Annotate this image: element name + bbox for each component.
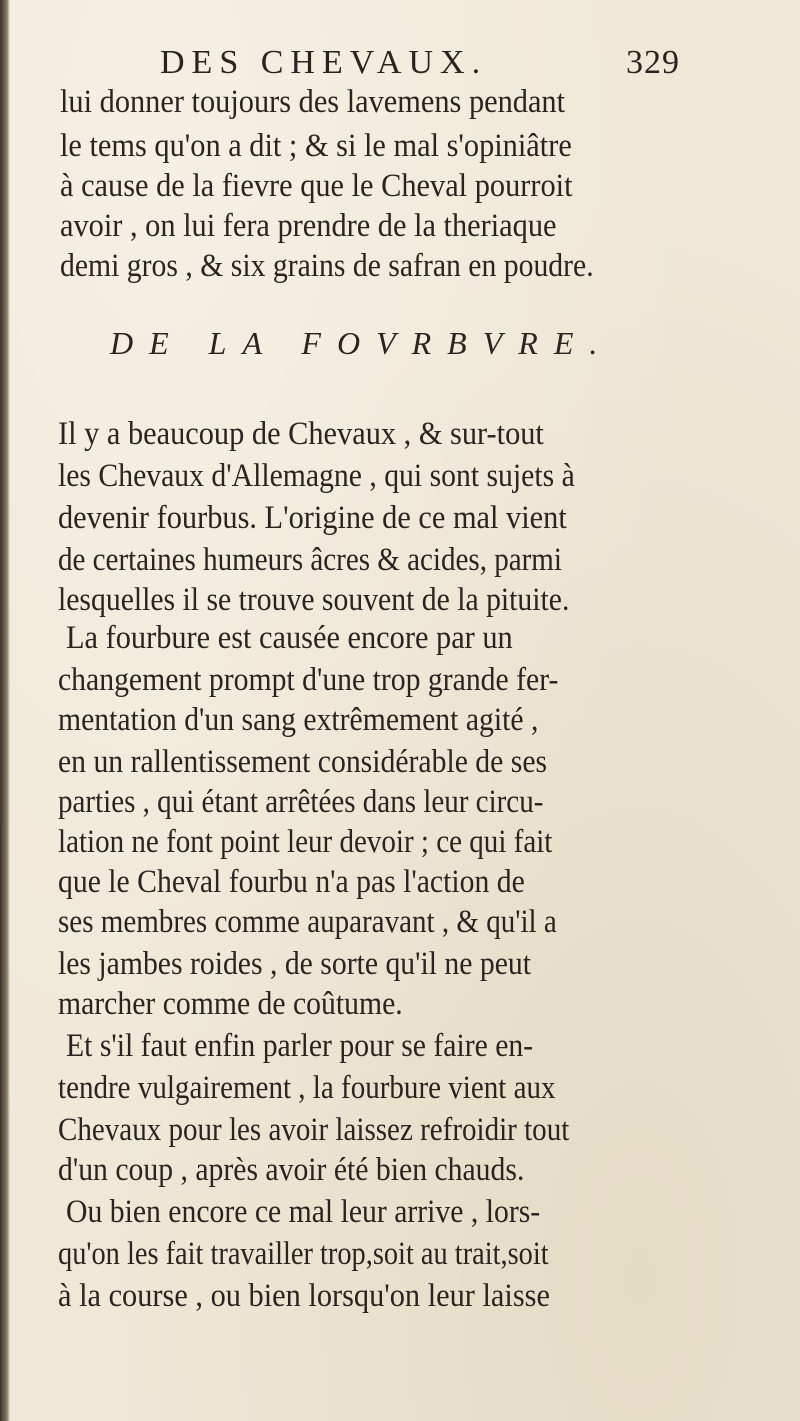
text-line: avoir , on lui fera prendre de la theriaque [60,208,557,244]
text-line: lesquelles il se trouve souvent de la pituite. [58,582,570,618]
text-line: Il y a beaucoup de Chevaux , & sur-tout [58,416,544,452]
text-line: qu'on les fait travailler trop,soit au trait,soit [58,1236,549,1272]
text-line: marcher comme de coûtume. [58,986,403,1022]
page-gutter-shadow [0,0,10,1421]
text-line: d'un coup , après avoir été bien chauds. [58,1152,525,1188]
text-line: à cause de la fievre que le Cheval pourroit [60,168,573,204]
text-line: à la course , ou bien lorsqu'on leur laisse [58,1278,550,1314]
text-line: Ou bien encore ce mal leur arrive , lors- [66,1194,541,1230]
text-line: que le Cheval fourbu n'a pas l'action de [58,864,525,900]
text-line: Et s'il faut enfin parler pour se faire en- [66,1028,534,1064]
page-number: 329 [626,44,680,81]
text-line: demi gros , & six grains de safran en poudre. [60,248,594,284]
text-line: tendre vulgairement , la fourbure vient aux [58,1070,556,1106]
text-line: mentation d'un sang extrêmement agité , [58,702,539,738]
text-line: en un rallentissement considérable de ses [58,744,548,780]
text-line: La fourbure est causée encore par un [66,620,513,656]
running-title: DES CHEVAUX. [160,44,488,81]
text-line: les jambes roides , de sorte qu'il ne peut [58,946,532,982]
text-line: devenir fourbus. L'origine de ce mal vient [58,500,567,536]
text-line: changement prompt d'une trop grande fer- [58,662,559,698]
text-line: de certaines humeurs âcres & acides, parmi [58,542,562,578]
text-line: ses membres comme auparavant , & qu'il a [58,904,557,940]
text-line: les Chevaux d'Allemagne , qui sont sujets à [58,458,575,494]
text-line: le tems qu'on a dit ; & si le mal s'opiniâtre [60,128,572,164]
section-heading: DE LA FOVRBVRE. [110,325,614,361]
text-line: Chevaux pour les avoir laissez refroidir tout [58,1112,570,1148]
text-line: lation ne font point leur devoir ; ce qui fait [58,824,553,860]
text-line: parties , qui étant arrêtées dans leur circu- [58,784,544,820]
text-line: lui donner toujours des lavemens pendant [60,84,566,120]
